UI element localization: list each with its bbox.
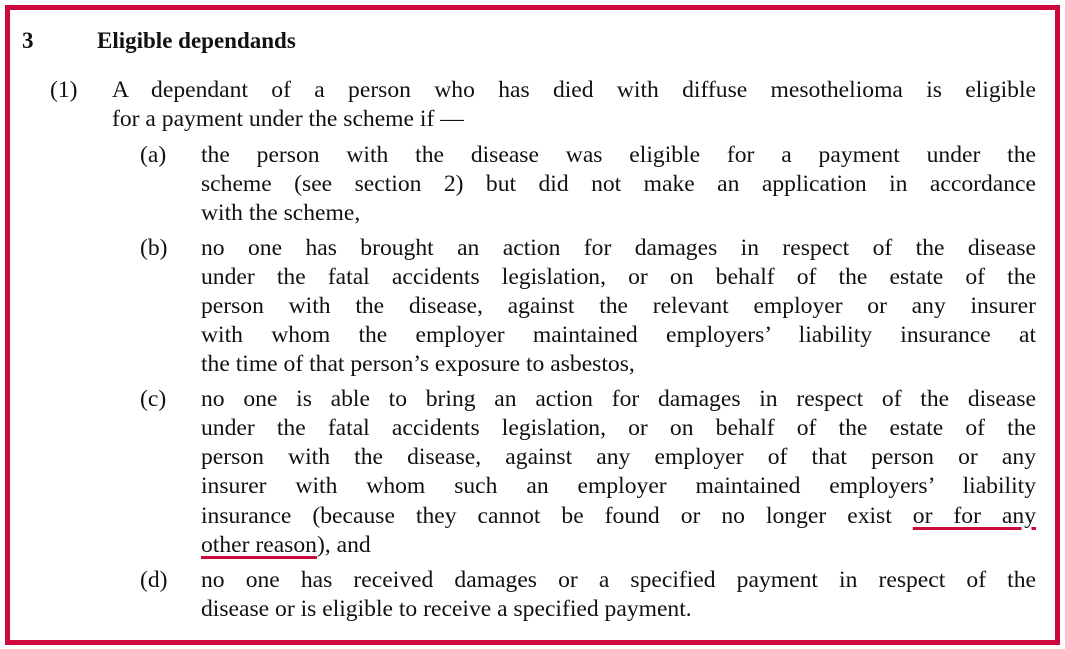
paragraph-b-line-4: with whom the employer maintained employers’ liability insurance at	[201, 322, 1036, 348]
paragraph-b-line-1: no one has brought an action for damages in respect of the disease	[201, 235, 1036, 261]
paragraph-b-line-5: the time of that person’s exposure to asbestos,	[201, 351, 635, 377]
paragraph-c-line-6-text: ), and	[316, 532, 371, 558]
underlined-phrase-part-1: or for any	[912, 503, 1037, 529]
paragraph-b-line-3: person with the disease, against the relevant employer or any insurer	[201, 293, 1036, 319]
paragraph-a-line-3: with the scheme,	[201, 200, 361, 226]
paragraph-c-line-5-text: insurance (because they cannot be found or no longer exist	[201, 503, 913, 529]
paragraph-c-line-5	[201, 502, 1036, 530]
paragraph-c-label: (c)	[140, 386, 167, 412]
paragraph-d-line-1: no one has received damages or a specified payment in respect of the	[201, 567, 1036, 593]
subsection-line-2: for a payment under the scheme if —	[112, 106, 464, 132]
paragraph-c-line-4: insurer with whom such an employer maintained employers’ liability	[201, 473, 1036, 499]
paragraph-d-label: (d)	[140, 567, 168, 593]
paragraph-b-line-2: under the fatal accidents legislation, or on behalf of the estate of the	[201, 264, 1036, 290]
paragraph-c-line-6	[201, 531, 371, 559]
paragraph-a-line-2: scheme (see section 2) but did not make an application in accordance	[201, 171, 1036, 197]
paragraph-a-line-1: the person with the disease was eligible for a payment under the	[201, 142, 1036, 168]
paragraph-a-label: (a)	[140, 142, 167, 168]
subsection-line-1: A dependant of a person who has died with diffuse mesothelioma is eligible	[112, 77, 1036, 103]
paragraph-c-line-1: no one is able to bring an action for damages in respect of the disease	[201, 386, 1036, 412]
paragraph-d-line-2: disease or is eligible to receive a specified payment.	[201, 596, 692, 622]
section-number: 3	[22, 28, 34, 53]
paragraph-c-line-2: under the fatal accidents legislation, or on behalf of the estate of the	[201, 415, 1036, 441]
subsection-label: (1)	[50, 77, 78, 103]
section-title: Eligible dependands	[97, 28, 296, 53]
underlined-phrase-part-2: other reason	[201, 532, 317, 558]
paragraph-b-label: (b)	[140, 235, 168, 261]
paragraph-c-line-3: person with the disease, against any employer of that person or any	[201, 444, 1036, 470]
